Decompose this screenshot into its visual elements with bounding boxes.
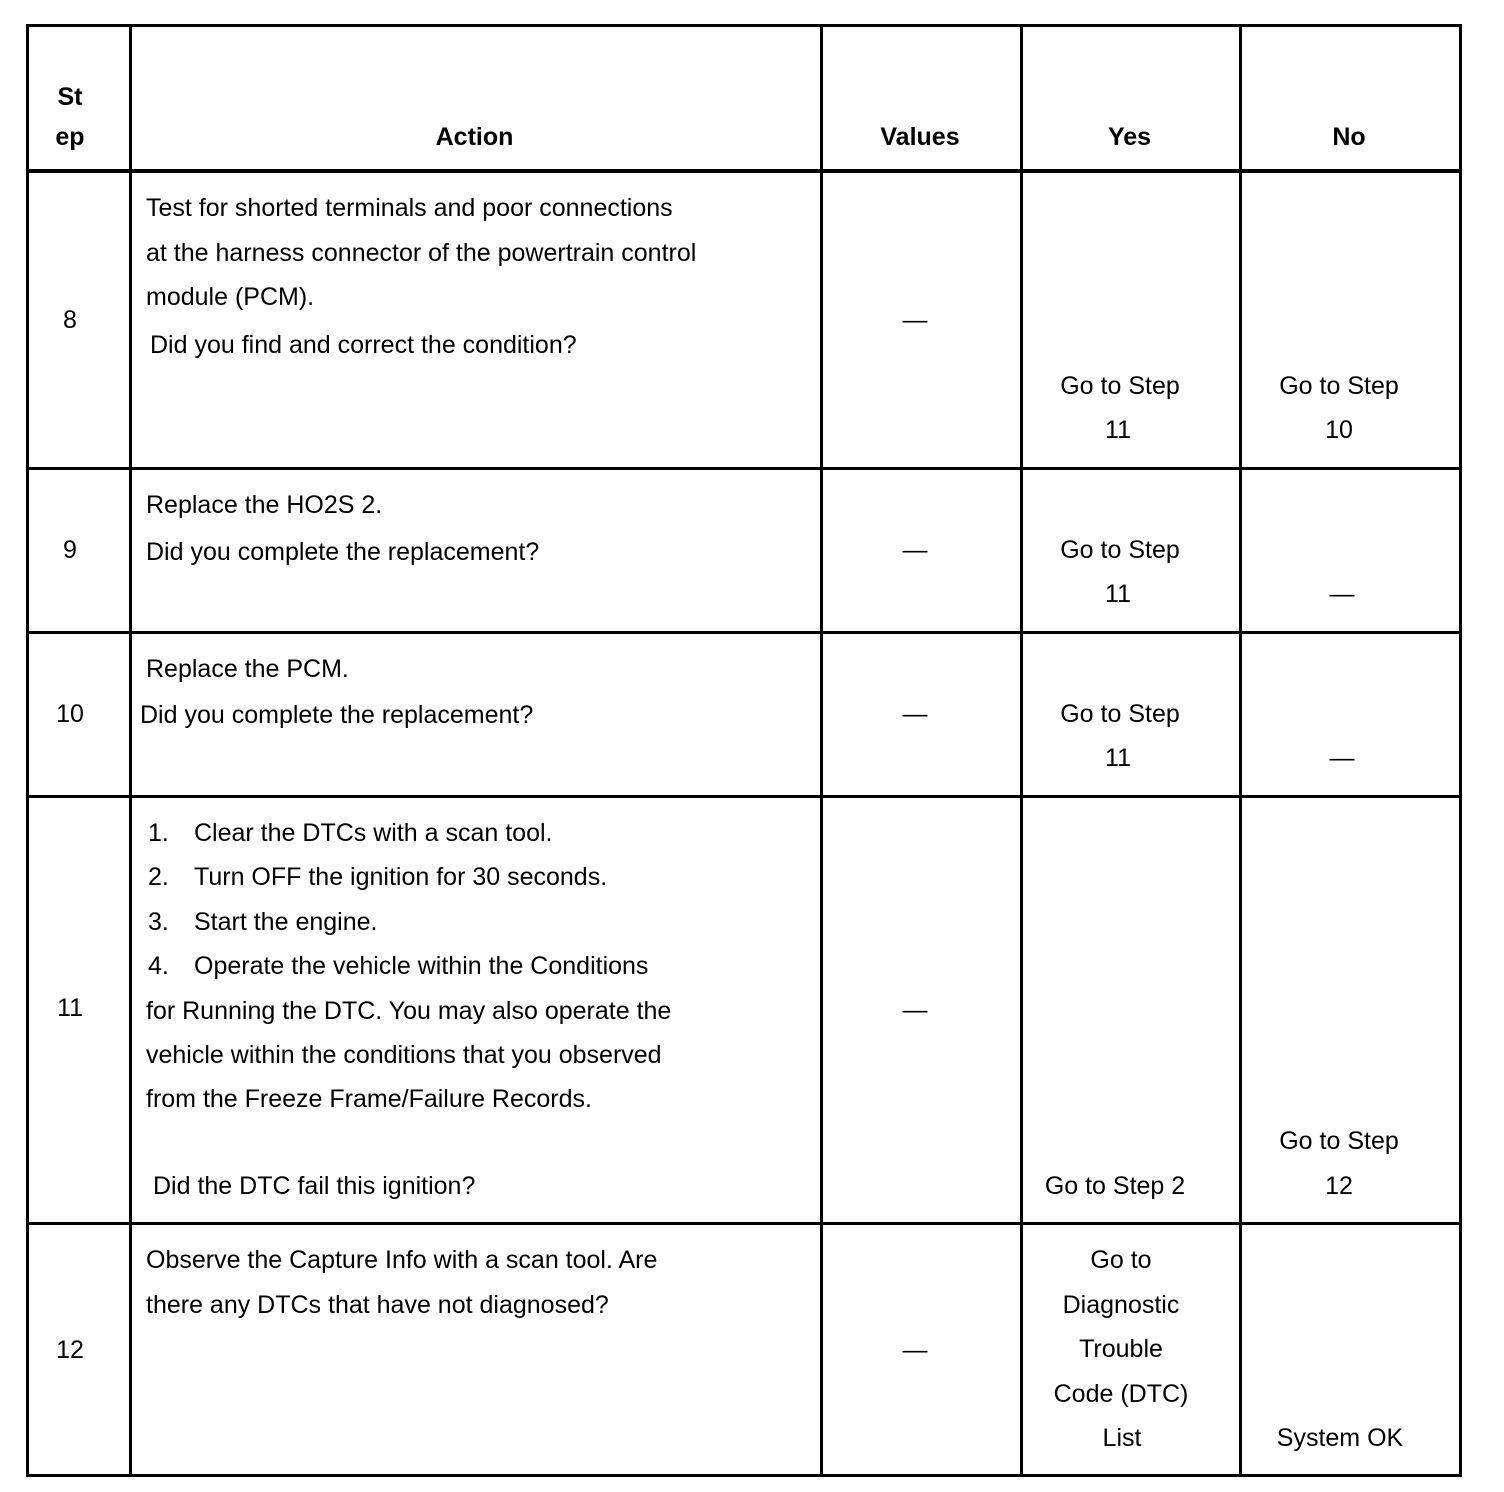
list-item-text: Turn OFF the ignition for 30 seconds. [194,863,608,891]
action-text: module (PCM). [146,283,315,311]
step-number: 10 [56,700,84,728]
yes-cell: 11 [1105,744,1131,772]
yes-cell: List [1102,1424,1142,1452]
list-item [148,811,552,856]
column-divider [129,27,132,1474]
list-item-text: Clear the DTCs with a scan tool. [194,819,553,847]
action-question: Did you find and correct the condition? [150,331,577,359]
row-divider [29,467,1459,470]
yes-cell: 11 [1105,580,1131,608]
step-number: 11 [57,994,83,1022]
column-divider [820,27,823,1474]
action-question: Did you complete the replacement? [146,538,540,566]
yes-cell: Go to Step [1060,372,1180,400]
list-item-text: Start the engine. [194,908,378,936]
action-text: Observe the Capture Info with a scan tool. Are [146,1246,658,1274]
action-text: Replace the PCM. [146,655,349,683]
row-divider [29,795,1459,798]
header-no: No [1332,123,1366,151]
yes-cell: Go to [1090,1246,1152,1274]
list-item [148,855,607,900]
no-cell: 10 [1325,416,1353,444]
row-divider [29,631,1459,634]
step-number: 8 [63,306,77,334]
row-divider [29,1222,1459,1225]
yes-cell: Go to Step [1060,536,1180,564]
action-text: at the harness connector of the powertrain control [146,239,697,267]
yes-cell: Trouble [1079,1335,1163,1363]
no-cell: 12 [1325,1172,1353,1200]
header-step-line1: St [57,83,83,111]
action-question: Did you complete the replacement? [140,701,534,729]
header-step-line2: ep [55,123,85,151]
values-cell: — [902,996,928,1024]
no-cell: Go to Step [1279,372,1399,400]
list-item-number: 2. [148,863,169,891]
list-item-number: 4. [148,952,169,980]
action-text: there any DTCs that have not diagnosed? [146,1291,609,1319]
values-cell: — [902,700,928,728]
list-item-number: 1. [148,819,169,847]
action-text: from the Freeze Frame/Failure Records. [146,1085,592,1113]
list-item [148,900,377,945]
values-cell: — [902,1336,928,1364]
no-cell: — [1329,580,1355,608]
list-item-number: 3. [148,908,169,936]
row-divider [29,169,1459,173]
values-cell: — [902,536,928,564]
yes-cell: Code (DTC) [1053,1380,1189,1408]
values-cell: — [902,306,928,334]
list-item [148,944,648,989]
yes-cell: Go to Step 2 [1044,1172,1186,1200]
list-item-text: Operate the vehicle within the Conditions [194,952,649,980]
header-action: Action [435,123,514,151]
no-cell: Go to Step [1279,1127,1399,1155]
no-cell: — [1329,744,1355,772]
no-cell: System OK [1276,1424,1404,1452]
action-text: for Running the DTC. You may also operate the [146,997,672,1025]
yes-cell: Diagnostic [1062,1291,1180,1319]
header-values: Values [880,123,960,151]
yes-cell: 11 [1105,416,1131,444]
action-question: Did the DTC fail this ignition? [153,1172,476,1200]
yes-cell: Go to Step [1060,700,1180,728]
action-text: vehicle within the conditions that you observed [146,1041,662,1069]
step-number: 12 [56,1336,84,1364]
header-yes: Yes [1107,123,1152,151]
step-number: 9 [63,536,77,564]
action-text: Replace the HO2S 2. [146,491,383,519]
action-text: Test for shorted terminals and poor connections [146,194,673,222]
